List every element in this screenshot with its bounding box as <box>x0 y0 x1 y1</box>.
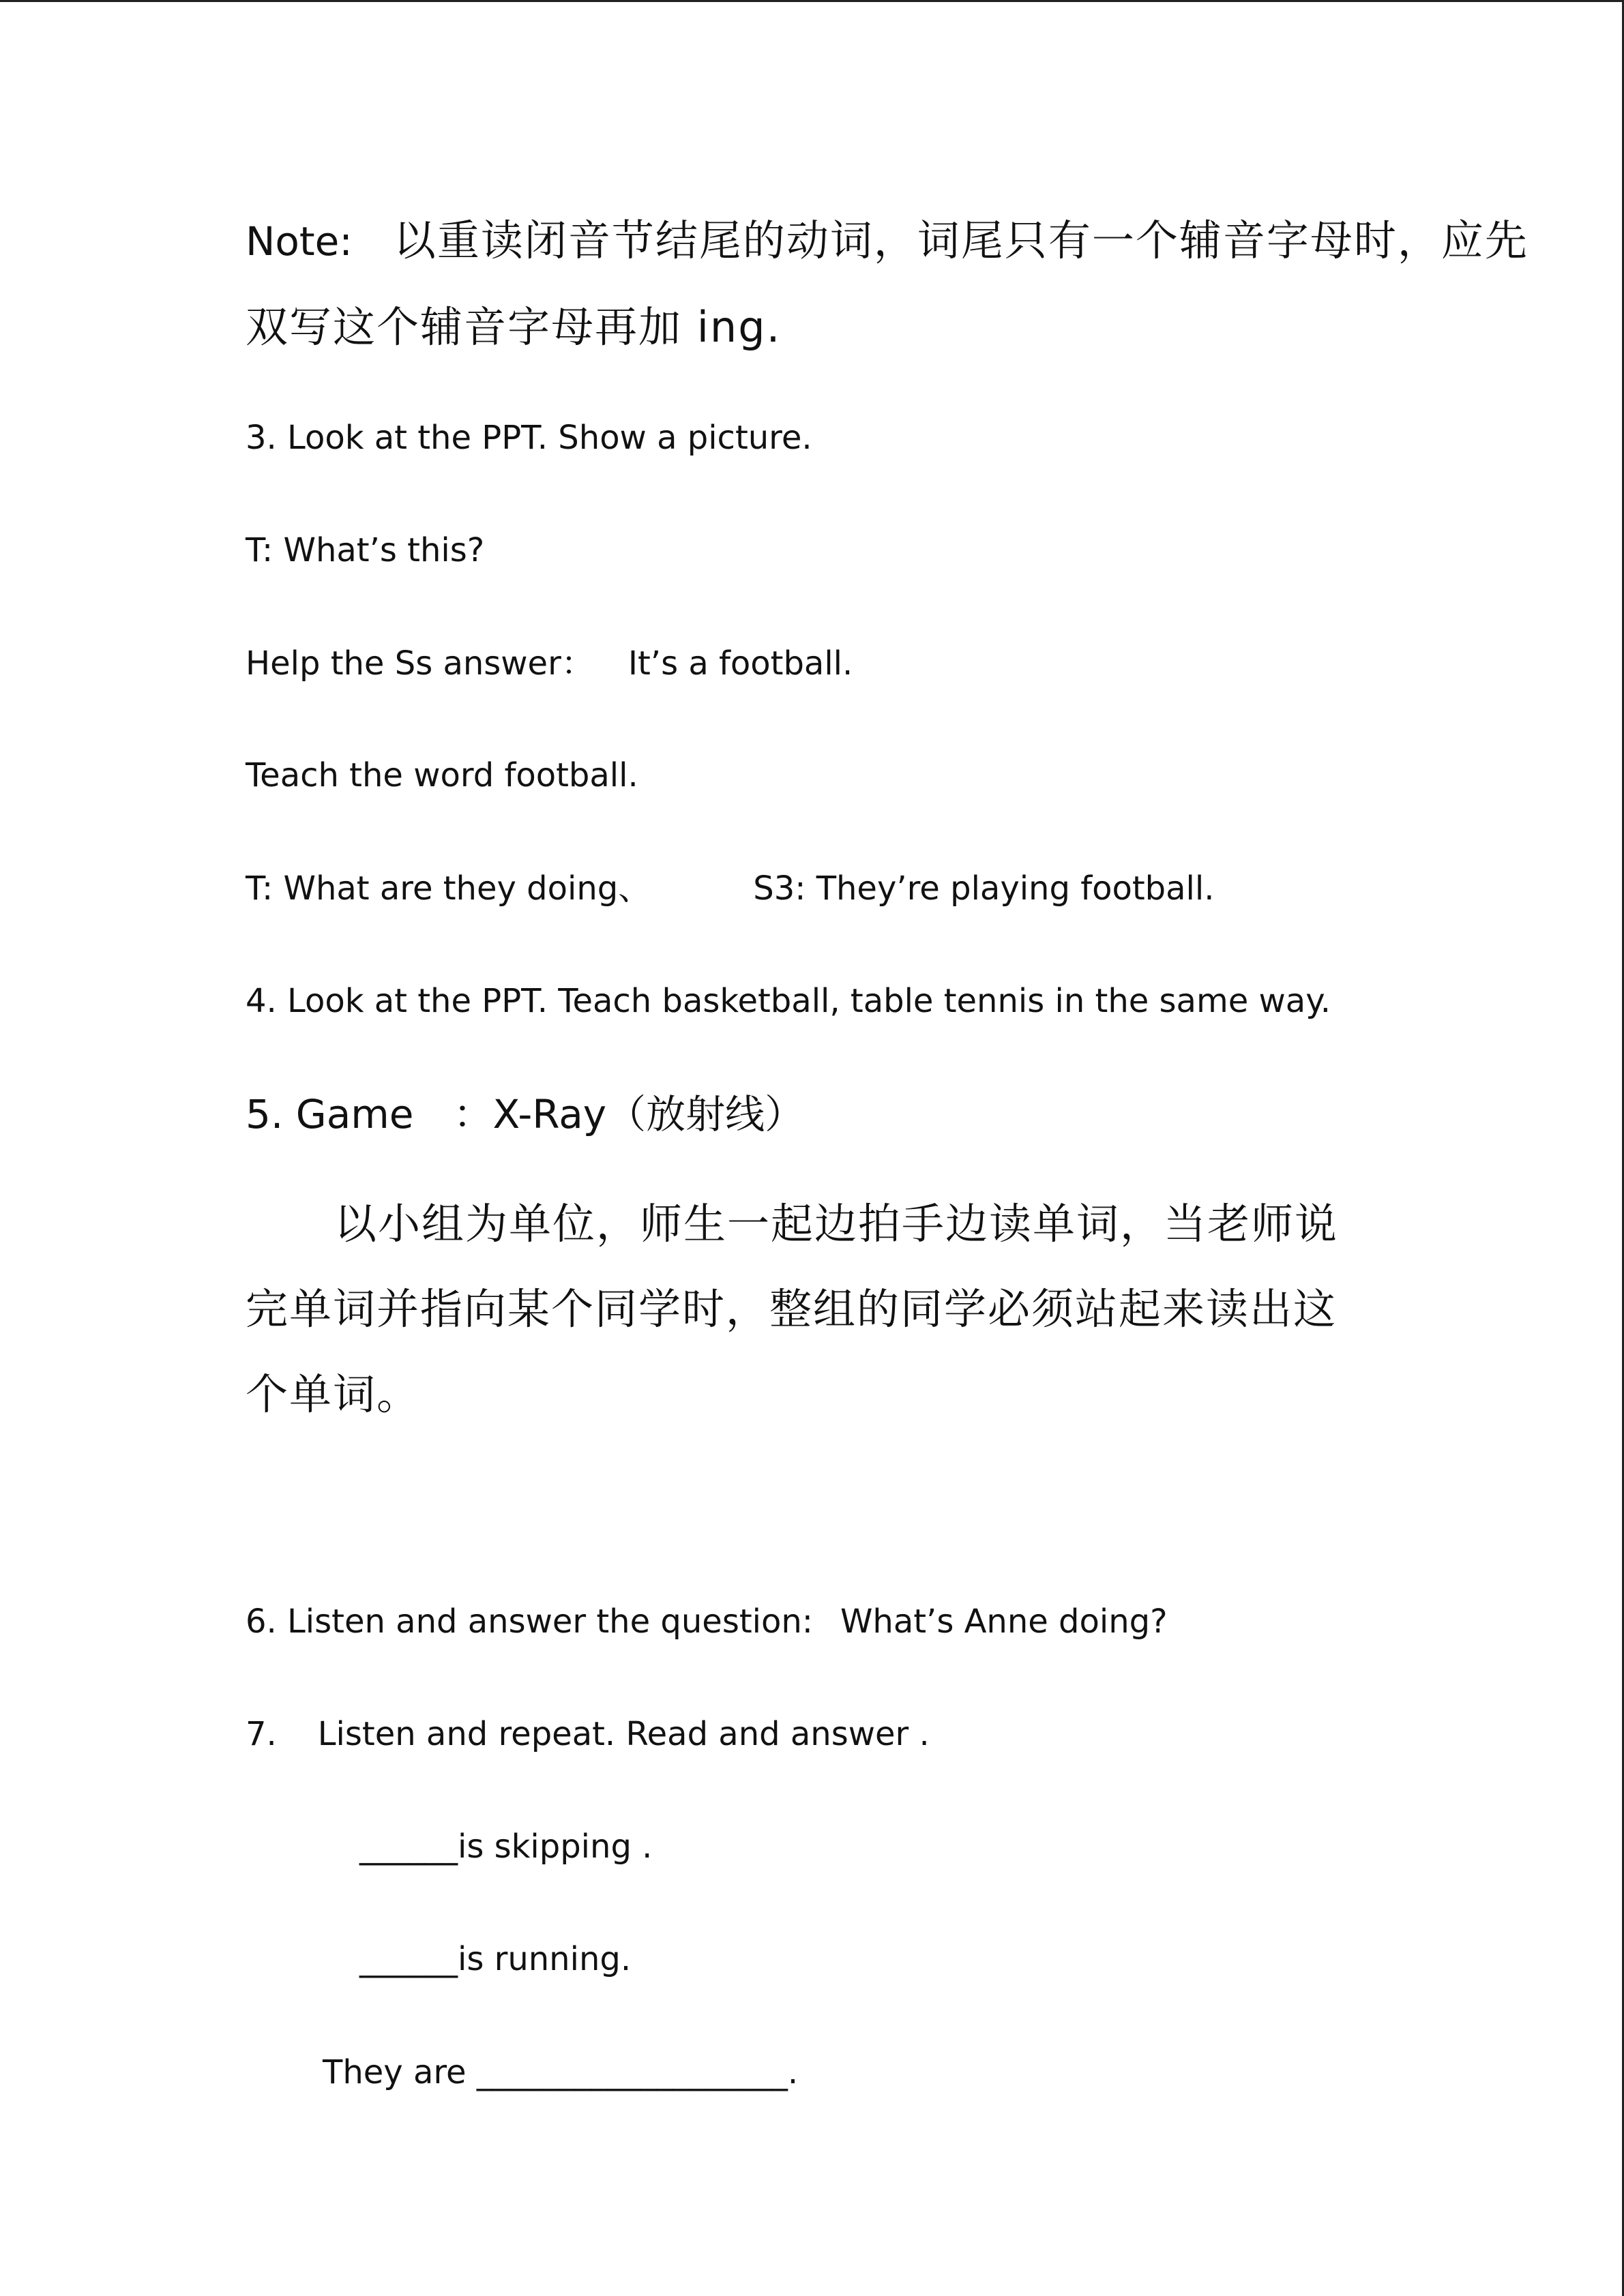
step7-line <box>246 1715 930 1755</box>
step6-line <box>246 1602 1168 1642</box>
step7-text: Listen and repeat. Read and answer . <box>317 1715 930 1753</box>
blank-line-3: They are ___________________. <box>323 2053 799 2091</box>
step4-text: 4. Look at the PPT. Teach basketball, table tennis in the same way. <box>246 982 1331 1020</box>
step6-label: 6. Listen and answer the question: <box>246 1602 813 1641</box>
help-answer-line <box>246 644 853 684</box>
blank-line-2: ______is running. <box>359 1940 632 1978</box>
game-description-2: 完单词并指向某个同学时，整组的同学必须站起来读出这 <box>246 1284 1338 1334</box>
game-description-1: 以小组为单位，师生一起边拍手边读单词，当老师说 <box>334 1199 1339 1249</box>
note-label: Note: <box>246 218 353 265</box>
teach-word: Teach the word football. <box>246 756 638 794</box>
teacher-dialogue: T: What are they doing、 <box>246 869 651 908</box>
help-answer: It’s a football. <box>628 644 853 683</box>
blank-line-1: ______is skipping . <box>359 1828 653 1866</box>
step3-title: 3. Look at the PPT. Show a picture. <box>246 419 812 457</box>
step6-question: What’s Anne doing? <box>840 1602 1168 1641</box>
step5-heading <box>246 1091 804 1139</box>
note-text-1: 以重读闭音节结尾的动词，词尾只有一个辅音字母时，应先 <box>393 215 1529 265</box>
help-label: Help the Ss answer： <box>246 644 594 683</box>
teacher-question: T: What’s this? <box>246 531 485 569</box>
game-name: X-Ray（放射线） <box>492 1091 805 1137</box>
game-label: 5. Game <box>246 1091 414 1137</box>
student-dialogue: S3: They’re playing football. <box>753 869 1215 908</box>
game-colon: ： <box>453 1091 493 1137</box>
game-description-3: 个单词。 <box>246 1369 421 1419</box>
dialogue-line <box>246 869 1214 909</box>
note-line-2: 双写这个辅音字母再加 ing. <box>246 302 782 352</box>
step7-number: 7. <box>246 1715 277 1753</box>
note-line-1 <box>246 215 1529 266</box>
